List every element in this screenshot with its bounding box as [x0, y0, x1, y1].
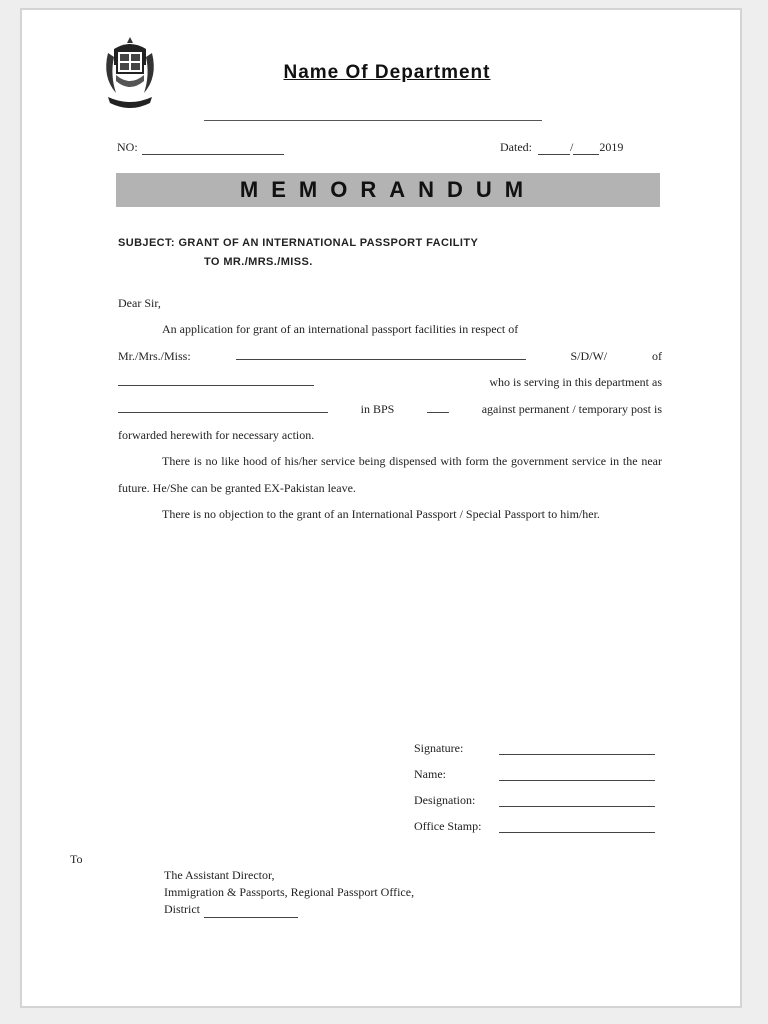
of-label: of: [651, 348, 662, 363]
designation-label: Designation:: [414, 793, 476, 807]
memorandum-title-bar: [116, 173, 660, 207]
signature-blank: [499, 740, 655, 755]
paragraph-2: There is no like hood of his/her service being dispensed with form the government service in the near future. He/She can be granted EX-Pakistan leave.: [118, 454, 662, 495]
name-row: [414, 761, 655, 787]
paragraph-1-line-5: forwarded herewith for necessary action.: [118, 428, 315, 443]
salutation: Dear Sir,: [118, 296, 161, 310]
person-name-blank: [236, 347, 526, 360]
reference-number: [117, 140, 284, 155]
district-label: District: [164, 902, 200, 916]
office-stamp-label: Office Stamp:: [414, 819, 482, 833]
subject-line-1: SUBJECT: GRANT OF AN INTERNATIONAL PASSPORT FACILITY: [118, 237, 479, 249]
department-heading: Name Of Department: [283, 62, 491, 83]
designation-blank: [118, 400, 328, 413]
subject-line-2: TO MR./MRS./MISS.: [204, 256, 313, 268]
paragraph-1-line-2: [118, 343, 662, 369]
designation-signature-blank: [499, 792, 655, 807]
office-stamp-blank: [499, 818, 655, 833]
day-blank-field: [538, 142, 570, 155]
subject-block: [118, 234, 478, 272]
letter-body: [118, 290, 662, 528]
designation-row: [414, 787, 655, 813]
serving-text: who is serving in this department as: [489, 375, 662, 390]
date-separator: /: [570, 140, 574, 154]
person-label: Mr./Mrs./Miss:: [118, 348, 191, 363]
paragraph-1-line-4: [118, 396, 662, 422]
date-field: [500, 140, 623, 155]
relation-label: S/D/W/: [570, 348, 608, 363]
dated-label: Dated:: [500, 140, 532, 154]
to-label: To: [70, 852, 83, 866]
paragraph-3: There is no objection to the grant of an International Passport / Special Passport to him/her.: [162, 507, 600, 522]
bps-blank: [427, 400, 449, 413]
paragraph-1-line-1: An application for grant of an international passport facilities in respect of: [162, 322, 519, 337]
bps-label: in BPS: [360, 401, 395, 416]
signature-block: [414, 735, 655, 839]
no-label: NO:: [117, 140, 138, 154]
memorandum-page: [20, 8, 742, 1008]
post-text: against permanent / temporary post is: [481, 401, 662, 416]
office-stamp-row: [414, 813, 655, 839]
memorandum-title: MEMORANDUM: [239, 177, 537, 202]
name-blank: [499, 766, 655, 781]
no-blank-field: [142, 142, 284, 155]
district-blank: [204, 906, 298, 918]
signature-row: [414, 735, 655, 761]
address-blank: [118, 373, 314, 386]
signature-label: Signature:: [414, 741, 464, 755]
recipient-line-2: Immigration & Passports, Regional Passport Office,: [164, 885, 415, 899]
month-blank-field: [573, 142, 599, 155]
paragraph-1-line-3: [118, 369, 662, 395]
recipient-line-1: The Assistant Director,: [164, 868, 275, 882]
name-label: Name:: [414, 767, 446, 781]
recipient-address: [164, 867, 414, 918]
state-emblem-icon: [100, 35, 160, 113]
department-divider: [204, 120, 542, 121]
year-text: 2019: [599, 140, 624, 154]
recipient-line-3: [164, 901, 414, 918]
